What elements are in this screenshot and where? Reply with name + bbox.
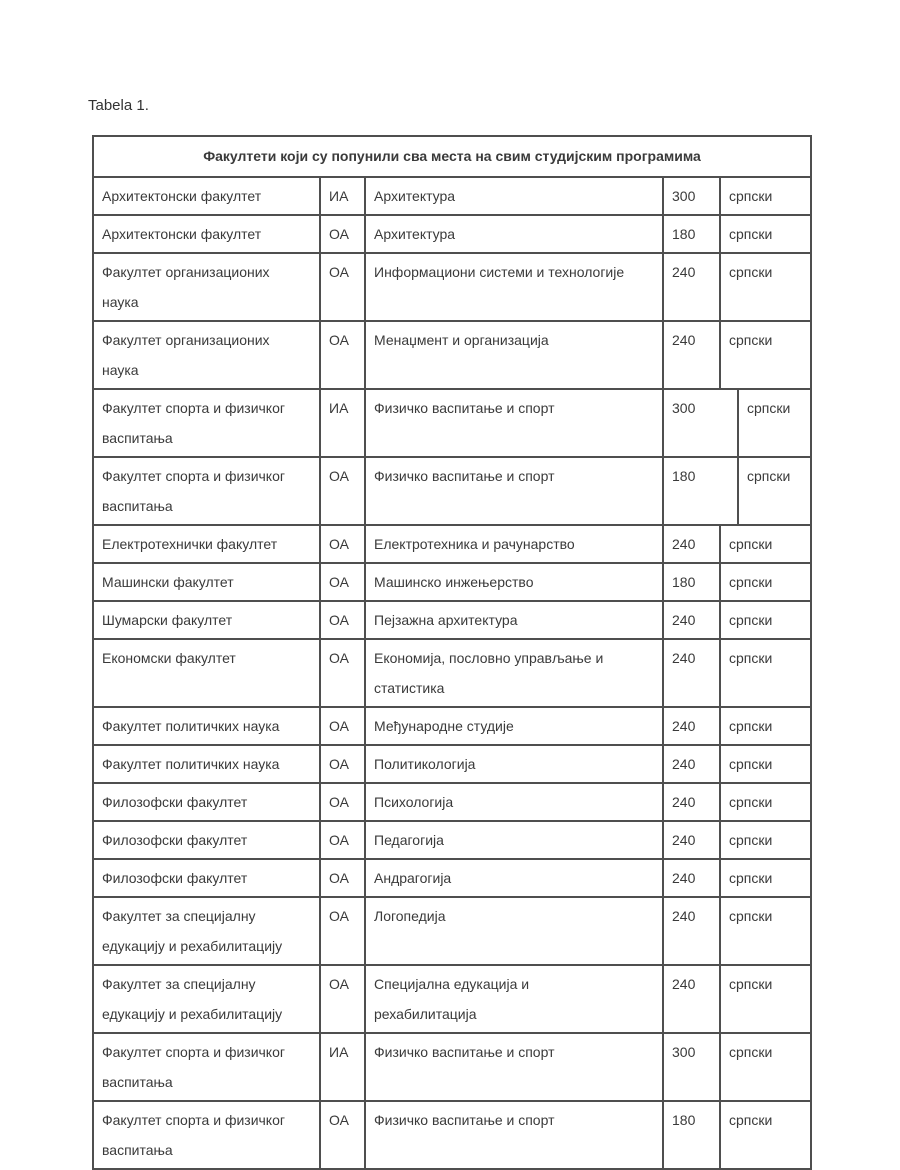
admission-type-cell: ОА (320, 639, 365, 707)
faculty-cell: Факултет политичких наука (93, 745, 320, 783)
faculty-cell: Филозофски факултет (93, 859, 320, 897)
language-cell: српски (738, 389, 811, 457)
table-row (93, 215, 811, 253)
program-cell: Андрагогија (365, 859, 663, 897)
faculty-cell: Факултет за специјалну едукацију и рехабилитацију (93, 897, 320, 965)
faculty-cell: Економски факултет (93, 639, 320, 707)
language-cell: српски (720, 745, 811, 783)
table-row (93, 389, 811, 457)
table-row (93, 457, 811, 525)
program-cell: Електротехника и рачунарство (365, 525, 663, 563)
faculty-cell: Машински факултет (93, 563, 320, 601)
faculty-cell: Архитектонски факултет (93, 177, 320, 215)
program-cell: Физичко васпитање и спорт (365, 389, 663, 457)
table-row (93, 1101, 811, 1169)
program-cell: Политикологија (365, 745, 663, 783)
espb-cell: 240 (663, 253, 720, 321)
program-cell: Пејзажна архитектура (365, 601, 663, 639)
table-body (93, 177, 811, 1169)
program-cell: Међународне студије (365, 707, 663, 745)
admission-type-cell: ОА (320, 215, 365, 253)
program-cell: Специјална едукација и рехабилитација (365, 965, 663, 1033)
program-cell: Физичко васпитање и спорт (365, 457, 663, 525)
faculty-cell: Факултет организационих наука (93, 253, 320, 321)
page-title: Tabela 1. (88, 97, 149, 114)
language-cell: српски (738, 457, 811, 525)
admission-type-cell: ОА (320, 563, 365, 601)
language-cell: српски (720, 1101, 811, 1169)
language-cell: српски (720, 1033, 811, 1101)
espb-cell: 240 (663, 783, 720, 821)
faculties-table (92, 135, 812, 1170)
language-cell: српски (720, 965, 811, 1033)
table-row (93, 525, 811, 563)
espb-cell: 180 (663, 215, 720, 253)
faculty-cell: Електротехнички факултет (93, 525, 320, 563)
program-cell: Машинско инжењерство (365, 563, 663, 601)
program-cell: Архитектура (365, 215, 663, 253)
table-row (93, 707, 811, 745)
table-row (93, 897, 811, 965)
admission-type-cell: ОА (320, 745, 365, 783)
language-cell: српски (720, 177, 811, 215)
admission-type-cell: ОА (320, 897, 365, 965)
program-cell: Архитектура (365, 177, 663, 215)
program-cell: Економија, пословно управљање и статистика (365, 639, 663, 707)
espb-cell: 180 (663, 1101, 720, 1169)
faculty-cell: Факултет за специјалну едукацију и рехабилитацију (93, 965, 320, 1033)
language-cell: српски (720, 563, 811, 601)
admission-type-cell: ОА (320, 253, 365, 321)
admission-type-cell: ОА (320, 601, 365, 639)
espb-cell: 240 (663, 707, 720, 745)
admission-type-cell: ОА (320, 859, 365, 897)
admission-type-cell: ИА (320, 177, 365, 215)
table-row (93, 253, 811, 321)
table-header-row (93, 136, 811, 177)
program-cell: Информациони системи и технологије (365, 253, 663, 321)
faculty-cell: Факултет организационих наука (93, 321, 320, 389)
faculty-cell: Факултет спорта и физичког васпитања (93, 1033, 320, 1101)
espb-cell: 240 (663, 859, 720, 897)
language-cell: српски (720, 639, 811, 707)
admission-type-cell: ОА (320, 821, 365, 859)
table-row (93, 601, 811, 639)
language-cell: српски (720, 707, 811, 745)
admission-type-cell: ИА (320, 1033, 365, 1101)
table-row (93, 321, 811, 389)
espb-cell: 240 (663, 601, 720, 639)
faculty-cell: Филозофски факултет (93, 821, 320, 859)
program-cell: Физичко васпитање и спорт (365, 1033, 663, 1101)
program-cell: Педагогија (365, 821, 663, 859)
table-title: Факултети који су попунили сва места на свим студијским програмима (93, 136, 811, 177)
admission-type-cell: ИА (320, 389, 365, 457)
admission-type-cell: ОА (320, 457, 365, 525)
language-cell: српски (720, 525, 811, 563)
espb-cell: 240 (663, 745, 720, 783)
language-cell: српски (720, 859, 811, 897)
program-cell: Логопедија (365, 897, 663, 965)
faculty-cell: Факултет спорта и физичког васпитања (93, 457, 320, 525)
espb-cell: 240 (663, 525, 720, 563)
admission-type-cell: ОА (320, 1101, 365, 1169)
espb-cell: 300 (663, 389, 738, 457)
language-cell: српски (720, 321, 811, 389)
espb-cell: 180 (663, 457, 738, 525)
faculty-cell: Факултет спорта и физичког васпитања (93, 389, 320, 457)
language-cell: српски (720, 897, 811, 965)
espb-cell: 300 (663, 177, 720, 215)
faculty-cell: Архитектонски факултет (93, 215, 320, 253)
table-row (93, 639, 811, 707)
espb-cell: 240 (663, 639, 720, 707)
espb-cell: 240 (663, 897, 720, 965)
espb-cell: 240 (663, 965, 720, 1033)
language-cell: српски (720, 601, 811, 639)
table-row (93, 859, 811, 897)
table-row (93, 1033, 811, 1101)
table-row (93, 177, 811, 215)
faculty-cell: Филозофски факултет (93, 783, 320, 821)
table-row (93, 783, 811, 821)
faculty-cell: Факултет политичких наука (93, 707, 320, 745)
table-row (93, 821, 811, 859)
admission-type-cell: ОА (320, 783, 365, 821)
faculty-cell: Шумарски факултет (93, 601, 320, 639)
program-cell: Психологија (365, 783, 663, 821)
table-row (93, 745, 811, 783)
admission-type-cell: ОА (320, 707, 365, 745)
language-cell: српски (720, 253, 811, 321)
espb-cell: 240 (663, 321, 720, 389)
language-cell: српски (720, 821, 811, 859)
admission-type-cell: ОА (320, 321, 365, 389)
program-cell: Менаџмент и организација (365, 321, 663, 389)
language-cell: српски (720, 215, 811, 253)
admission-type-cell: ОА (320, 525, 365, 563)
espb-cell: 240 (663, 821, 720, 859)
espb-cell: 300 (663, 1033, 720, 1101)
faculty-cell: Факултет спорта и физичког васпитања (93, 1101, 320, 1169)
program-cell: Физичко васпитање и спорт (365, 1101, 663, 1169)
admission-type-cell: ОА (320, 965, 365, 1033)
table-row (93, 965, 811, 1033)
table-row (93, 563, 811, 601)
espb-cell: 180 (663, 563, 720, 601)
language-cell: српски (720, 783, 811, 821)
